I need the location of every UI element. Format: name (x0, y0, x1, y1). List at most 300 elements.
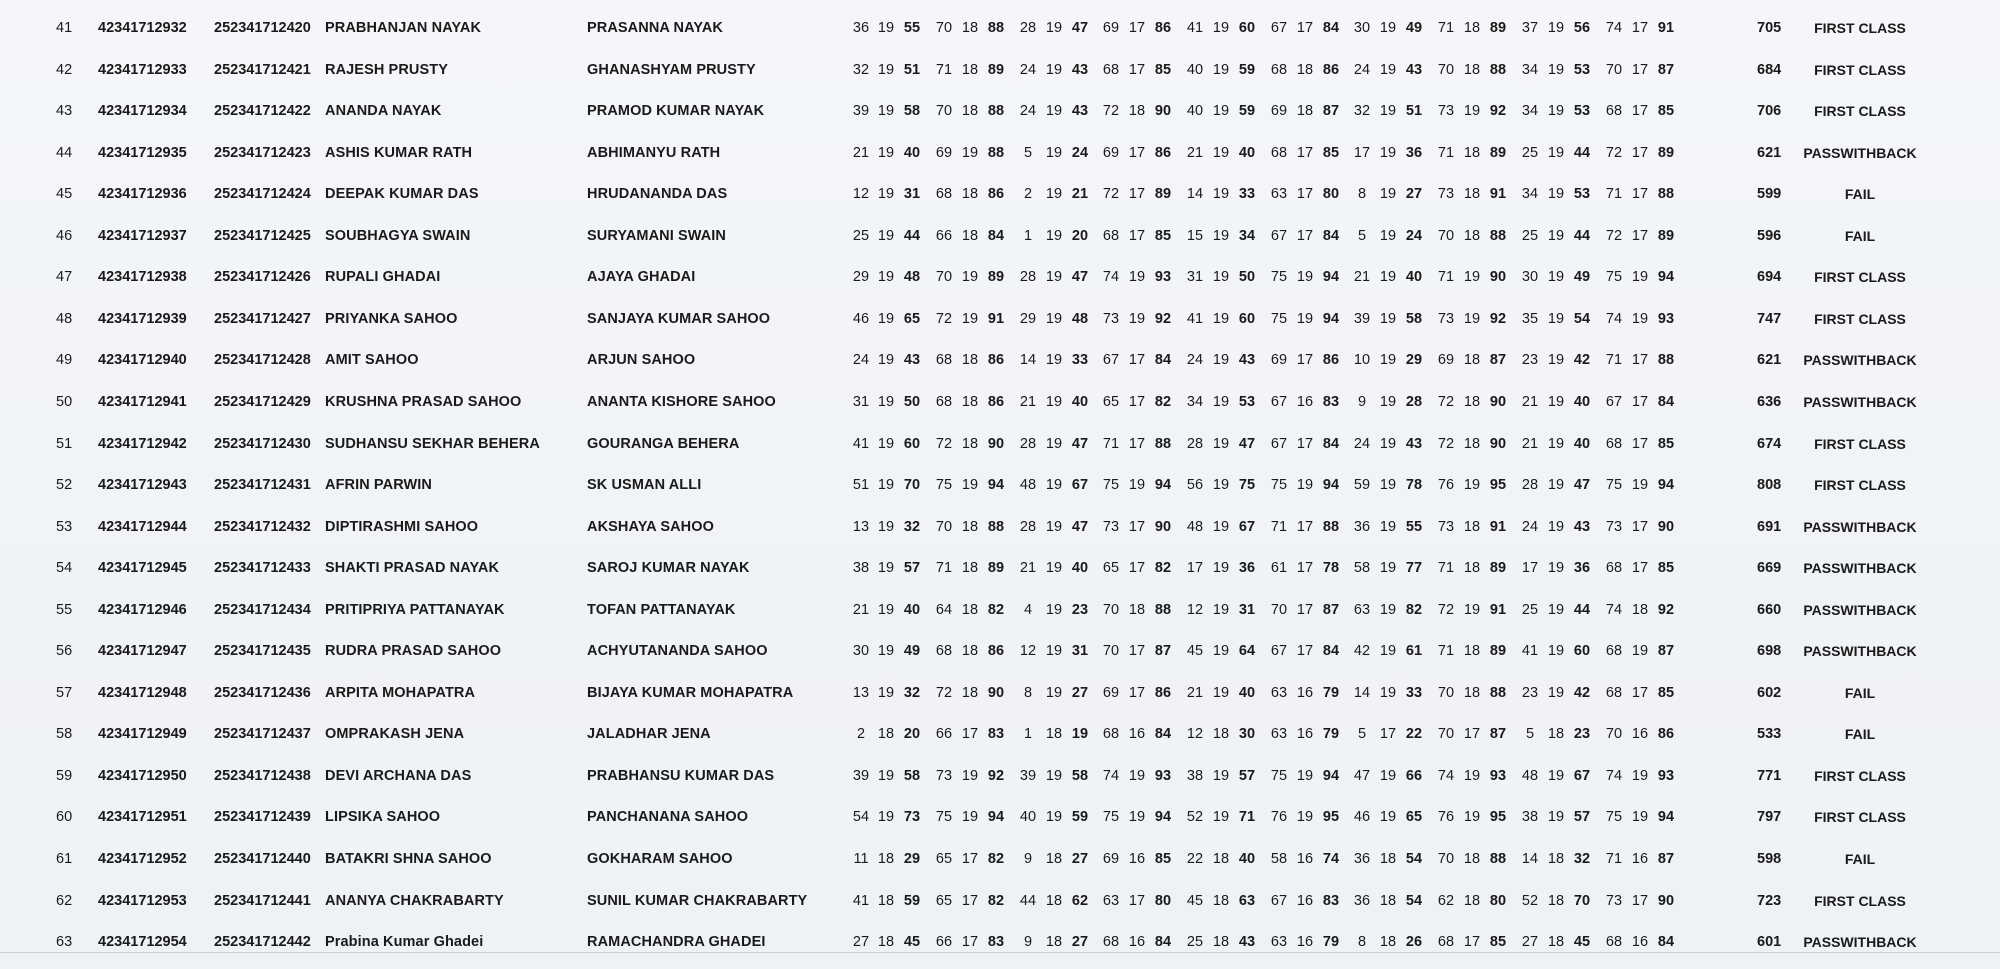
serial-no: 46 (56, 227, 73, 244)
result-status: FIRST CLASS (1814, 61, 1906, 78)
roll-no: 252341712436 (214, 684, 311, 701)
mark-cell: 85 (1657, 560, 1675, 577)
mark-cell: 19 (1379, 809, 1397, 826)
mark-cell: 24 (1186, 352, 1204, 369)
roll-no: 252341712426 (214, 269, 311, 286)
mark-cell: 40 (1573, 393, 1591, 410)
mark-cell: 70 (1605, 726, 1623, 743)
mark-cell: 18 (877, 934, 895, 951)
mark-cell: 89 (1489, 643, 1507, 660)
mark-cell: 18 (1128, 103, 1146, 120)
mark-cell: 71 (935, 560, 953, 577)
result-status: FIRST CLASS (1814, 269, 1906, 286)
mark-cell: 75 (1605, 477, 1623, 494)
registration-no: 42341712937 (98, 227, 187, 244)
mark-cell: 17 (1296, 435, 1314, 452)
mark-cell: 19 (1212, 103, 1230, 120)
mark-cell: 90 (1489, 393, 1507, 410)
mark-cell: 29 (1019, 310, 1037, 327)
mark-cell: 19 (1045, 435, 1063, 452)
serial-no: 56 (56, 643, 73, 660)
mark-cell: 71 (1238, 809, 1256, 826)
mark-cell: 43 (1071, 61, 1089, 78)
mark-cell: 8 (1357, 934, 1367, 951)
mark-cell: 4 (1023, 601, 1033, 618)
mark-cell: 54 (1573, 310, 1591, 327)
mark-cell: 18 (961, 601, 979, 618)
mark-cell: 19 (1045, 393, 1063, 410)
mark-cell: 52 (1186, 809, 1204, 826)
result-status: FIRST CLASS (1814, 477, 1906, 494)
mark-cell: 69 (1102, 851, 1120, 867)
mark-cell: 76 (1437, 477, 1455, 494)
mark-cell: 59 (1353, 477, 1371, 494)
mark-cell: 17 (1296, 227, 1314, 244)
mark-cell: 17 (1296, 20, 1314, 36)
mark-cell: 70 (1437, 227, 1455, 244)
mark-cell: 19 (1296, 269, 1314, 286)
mark-cell: 18 (961, 352, 979, 369)
mark-cell: 75 (1102, 477, 1120, 494)
mark-cell: 36 (1573, 560, 1591, 577)
mark-cell: 87 (1657, 643, 1675, 660)
mark-cell: 47 (1071, 518, 1089, 535)
mark-cell: 57 (1573, 809, 1591, 826)
mark-cell: 24 (1405, 227, 1423, 244)
father-name: BIJAYA KUMAR MOHAPATRA (587, 684, 794, 701)
registration-no: 42341712950 (98, 767, 187, 784)
mark-cell: 19 (1379, 643, 1397, 660)
roll-no: 252341712430 (214, 435, 311, 452)
father-name: ACHYUTANANDA SAHOO (587, 643, 768, 660)
mark-cell: 19 (1379, 186, 1397, 203)
table-row (0, 262, 2000, 292)
mark-cell: 47 (1353, 767, 1371, 784)
mark-cell: 86 (1154, 144, 1172, 161)
mark-cell: 31 (852, 393, 870, 410)
mark-cell: 45 (903, 934, 921, 951)
mark-cell: 19 (1071, 726, 1089, 743)
mark-cell: 41 (852, 435, 870, 452)
table-row (0, 761, 2000, 791)
mark-cell: 19 (877, 767, 895, 784)
mark-cell: 72 (935, 435, 953, 452)
mark-cell: 27 (852, 934, 870, 951)
mark-cell: 48 (1019, 477, 1037, 494)
mark-cell: 40 (903, 601, 921, 618)
mark-cell: 71 (935, 61, 953, 78)
mark-cell: 32 (852, 61, 870, 78)
mark-cell: 49 (903, 643, 921, 660)
mark-cell: 19 (1379, 352, 1397, 369)
mark-cell: 58 (903, 767, 921, 784)
mark-cell: 72 (935, 310, 953, 327)
mark-cell: 16 (1296, 892, 1314, 909)
mark-cell: 14 (1186, 186, 1204, 203)
result-status: FIRST CLASS (1814, 767, 1906, 784)
serial-no: 57 (56, 684, 73, 701)
mark-cell: 82 (1154, 393, 1172, 410)
mark-cell: 31 (1238, 601, 1256, 618)
mark-cell: 37 (1521, 20, 1539, 36)
mark-cell: 19 (1212, 684, 1230, 701)
mark-cell: 18 (961, 186, 979, 203)
mark-cell: 19 (877, 352, 895, 369)
mark-cell: 83 (1322, 393, 1340, 410)
mark-cell: 41 (1186, 20, 1204, 36)
mark-cell: 25 (1521, 144, 1539, 161)
roll-no: 252341712431 (214, 477, 311, 494)
mark-cell: 18 (1463, 393, 1481, 410)
mark-cell: 19 (1547, 103, 1565, 120)
mark-cell: 75 (1270, 767, 1288, 784)
mark-cell: 60 (1238, 20, 1256, 36)
mark-cell: 18 (1045, 892, 1063, 909)
mark-cell: 59 (903, 892, 921, 909)
result-status: PASSWITHBACK (1803, 934, 1917, 951)
mark-cell: 89 (1657, 144, 1675, 161)
mark-cell: 21 (1071, 186, 1089, 203)
mark-cell: 91 (1657, 20, 1675, 36)
table-row (0, 844, 2000, 874)
mark-cell: 68 (1605, 435, 1623, 452)
mark-cell: 17 (1128, 435, 1146, 452)
mark-cell: 18 (1212, 892, 1230, 909)
mark-cell: 71 (1270, 518, 1288, 535)
mark-cell: 63 (1270, 684, 1288, 701)
mark-cell: 21 (1186, 684, 1204, 701)
mark-cell: 60 (1238, 310, 1256, 327)
mark-cell: 84 (1322, 227, 1340, 244)
mark-cell: 19 (1463, 269, 1481, 286)
student-name: Prabina Kumar Ghadei (325, 934, 484, 951)
mark-cell: 90 (1154, 518, 1172, 535)
mark-cell: 82 (987, 892, 1005, 909)
mark-cell: 12 (852, 186, 870, 203)
mark-cell: 19 (1631, 809, 1649, 826)
mark-cell: 19 (1212, 144, 1230, 161)
student-name: BATAKRI SHNA SAHOO (325, 851, 492, 867)
serial-no: 43 (56, 103, 73, 120)
mark-cell: 71 (1437, 643, 1455, 660)
mark-cell: 19 (1631, 767, 1649, 784)
grand-total: 723 (1757, 892, 1782, 909)
mark-cell: 17 (1631, 20, 1649, 36)
mark-cell: 54 (852, 809, 870, 826)
mark-cell: 57 (1238, 767, 1256, 784)
mark-cell: 17 (1631, 186, 1649, 203)
mark-cell: 12 (1186, 726, 1204, 743)
mark-cell: 94 (1322, 767, 1340, 784)
mark-cell: 19 (1547, 393, 1565, 410)
mark-cell: 31 (1071, 643, 1089, 660)
mark-cell: 79 (1322, 684, 1340, 701)
roll-no: 252341712437 (214, 726, 311, 743)
mark-cell: 86 (987, 393, 1005, 410)
mark-cell: 68 (935, 352, 953, 369)
registration-no: 42341712952 (98, 851, 187, 867)
mark-cell: 17 (1631, 352, 1649, 369)
mark-cell: 72 (1437, 601, 1455, 618)
mark-cell: 86 (1657, 726, 1675, 743)
mark-cell: 19 (877, 809, 895, 826)
mark-cell: 54 (1405, 892, 1423, 909)
mark-cell: 19 (1631, 269, 1649, 286)
mark-cell: 65 (1405, 809, 1423, 826)
mark-cell: 93 (1489, 767, 1507, 784)
mark-cell: 25 (852, 227, 870, 244)
mark-cell: 60 (903, 435, 921, 452)
grand-total: 599 (1757, 186, 1782, 203)
mark-cell: 71 (1437, 269, 1455, 286)
registration-no: 42341712938 (98, 269, 187, 286)
mark-cell: 14 (1353, 684, 1371, 701)
grand-total: 636 (1757, 393, 1782, 410)
mark-cell: 90 (987, 684, 1005, 701)
mark-cell: 40 (1238, 851, 1256, 867)
mark-cell: 94 (1154, 477, 1172, 494)
mark-cell: 49 (1405, 20, 1423, 36)
mark-cell: 85 (1489, 934, 1507, 951)
mark-cell: 19 (1379, 20, 1397, 36)
mark-cell: 82 (987, 851, 1005, 867)
grand-total: 694 (1757, 269, 1782, 286)
mark-cell: 42 (1573, 684, 1591, 701)
result-status: FIRST CLASS (1814, 20, 1906, 36)
mark-cell: 88 (1489, 61, 1507, 78)
mark-cell: 88 (1489, 851, 1507, 867)
mark-cell: 28 (1186, 435, 1204, 452)
mark-cell: 19 (1128, 809, 1146, 826)
mark-cell: 59 (1238, 61, 1256, 78)
mark-cell: 79 (1322, 934, 1340, 951)
mark-cell: 63 (1102, 892, 1120, 909)
mark-cell: 58 (1405, 310, 1423, 327)
mark-cell: 34 (1521, 61, 1539, 78)
mark-cell: 51 (1405, 103, 1423, 120)
mark-cell: 41 (852, 892, 870, 909)
mark-cell: 19 (1379, 560, 1397, 577)
student-name: ASHIS KUMAR RATH (325, 144, 473, 161)
mark-cell: 91 (1489, 518, 1507, 535)
mark-cell: 86 (1322, 61, 1340, 78)
result-status: PASSWITHBACK (1803, 352, 1917, 369)
table-row (0, 138, 2000, 168)
mark-cell: 68 (1270, 144, 1288, 161)
mark-cell: 39 (1019, 767, 1037, 784)
mark-cell: 74 (1102, 269, 1120, 286)
mark-cell: 70 (935, 103, 953, 120)
grand-total: 684 (1757, 61, 1782, 78)
mark-cell: 19 (1212, 477, 1230, 494)
mark-cell: 19 (1379, 310, 1397, 327)
mark-cell: 19 (1379, 269, 1397, 286)
mark-cell: 19 (1379, 767, 1397, 784)
mark-cell: 19 (1045, 103, 1063, 120)
mark-cell: 69 (1102, 20, 1120, 36)
result-status: PASSWITHBACK (1803, 643, 1917, 660)
mark-cell: 55 (903, 20, 921, 36)
result-status: FAIL (1844, 684, 1876, 701)
mark-cell: 86 (987, 186, 1005, 203)
mark-cell: 75 (935, 477, 953, 494)
mark-cell: 25 (1521, 227, 1539, 244)
mark-cell: 94 (1657, 477, 1675, 494)
mark-cell: 43 (1071, 103, 1089, 120)
mark-cell: 17 (1631, 435, 1649, 452)
mark-cell: 72 (1605, 144, 1623, 161)
mark-cell: 46 (852, 310, 870, 327)
mark-cell: 73 (1102, 310, 1120, 327)
roll-no: 252341712429 (214, 393, 311, 410)
mark-cell: 22 (1405, 726, 1423, 743)
mark-cell: 67 (1270, 892, 1288, 909)
mark-cell: 16 (1631, 726, 1649, 743)
mark-cell: 57 (903, 560, 921, 577)
mark-cell: 71 (1605, 186, 1623, 203)
mark-cell: 38 (1186, 767, 1204, 784)
mark-cell: 68 (1102, 61, 1120, 78)
result-status: FAIL (1844, 227, 1876, 244)
mark-cell: 89 (1657, 227, 1675, 244)
mark-cell: 19 (1547, 269, 1565, 286)
serial-no: 52 (56, 477, 73, 494)
table-row (0, 470, 2000, 500)
mark-cell: 32 (1353, 103, 1371, 120)
mark-cell: 19 (1547, 227, 1565, 244)
mark-cell: 94 (1154, 809, 1172, 826)
mark-cell: 94 (1322, 269, 1340, 286)
mark-cell: 82 (1405, 601, 1423, 618)
mark-cell: 19 (1296, 310, 1314, 327)
mark-cell: 19 (1045, 227, 1063, 244)
table-row (0, 387, 2000, 417)
mark-cell: 84 (1322, 20, 1340, 36)
mark-cell: 84 (1657, 393, 1675, 410)
grand-total: 669 (1757, 560, 1782, 577)
mark-cell: 21 (1019, 560, 1037, 577)
mark-cell: 93 (1657, 767, 1675, 784)
serial-no: 50 (56, 393, 73, 410)
mark-cell: 95 (1489, 477, 1507, 494)
mark-cell: 52 (1521, 892, 1539, 909)
mark-cell: 17 (1296, 352, 1314, 369)
student-name: DEVI ARCHANA DAS (325, 767, 472, 784)
serial-no: 62 (56, 892, 73, 909)
student-name: OMPRAKASH JENA (325, 726, 465, 743)
grand-total: 674 (1757, 435, 1782, 452)
mark-cell: 74 (1437, 767, 1455, 784)
mark-cell: 18 (961, 103, 979, 120)
mark-cell: 90 (1657, 518, 1675, 535)
mark-cell: 9 (1023, 934, 1033, 951)
mark-cell: 27 (1071, 934, 1089, 951)
mark-cell: 18 (961, 560, 979, 577)
mark-cell: 17 (961, 851, 979, 867)
mark-cell: 19 (1379, 103, 1397, 120)
table-row (0, 512, 2000, 542)
mark-cell: 82 (1154, 560, 1172, 577)
mark-cell: 17 (1296, 144, 1314, 161)
mark-cell: 68 (1102, 726, 1120, 743)
mark-cell: 19 (877, 186, 895, 203)
serial-no: 54 (56, 560, 73, 577)
mark-cell: 44 (903, 227, 921, 244)
mark-cell: 17 (1521, 560, 1539, 577)
mark-cell: 69 (1270, 352, 1288, 369)
mark-cell: 95 (1489, 809, 1507, 826)
result-status: PASSWITHBACK (1803, 393, 1917, 410)
mark-cell: 68 (1605, 103, 1623, 120)
mark-cell: 50 (903, 393, 921, 410)
mark-cell: 27 (1071, 851, 1089, 867)
mark-cell: 21 (1019, 393, 1037, 410)
mark-cell: 92 (1154, 310, 1172, 327)
mark-cell: 18 (1547, 726, 1565, 743)
mark-cell: 17 (1296, 643, 1314, 660)
mark-cell: 44 (1573, 144, 1591, 161)
mark-cell: 70 (1437, 851, 1455, 867)
mark-cell: 49 (1573, 269, 1591, 286)
roll-no: 252341712441 (214, 892, 311, 909)
result-status: FIRST CLASS (1814, 435, 1906, 452)
grand-total: 598 (1757, 851, 1782, 867)
mark-cell: 47 (1573, 477, 1591, 494)
mark-cell: 34 (1521, 186, 1539, 203)
mark-cell: 48 (1186, 518, 1204, 535)
mark-cell: 87 (1657, 851, 1675, 867)
grand-total: 601 (1757, 934, 1782, 951)
mark-cell: 78 (1322, 560, 1340, 577)
mark-cell: 45 (1186, 643, 1204, 660)
mark-cell: 93 (1657, 310, 1675, 327)
result-status: FAIL (1844, 726, 1876, 743)
mark-cell: 1 (1023, 726, 1033, 743)
table-row (0, 553, 2000, 583)
mark-cell: 39 (852, 767, 870, 784)
mark-cell: 19 (1045, 601, 1063, 618)
mark-cell: 19 (1379, 227, 1397, 244)
mark-cell: 19 (1212, 352, 1230, 369)
result-status: FIRST CLASS (1814, 892, 1906, 909)
mark-cell: 18 (1547, 892, 1565, 909)
serial-no: 55 (56, 601, 73, 618)
mark-cell: 58 (1071, 767, 1089, 784)
mark-cell: 84 (1322, 435, 1340, 452)
roll-no: 252341712423 (214, 144, 311, 161)
mark-cell: 50 (1238, 269, 1256, 286)
table-row (0, 886, 2000, 916)
mark-cell: 43 (1405, 435, 1423, 452)
mark-cell: 19 (877, 61, 895, 78)
mark-cell: 19 (1045, 61, 1063, 78)
mark-cell: 85 (1154, 851, 1172, 867)
mark-cell: 19 (1547, 186, 1565, 203)
mark-cell: 40 (1573, 435, 1591, 452)
mark-cell: 21 (1353, 269, 1371, 286)
mark-cell: 18 (1463, 144, 1481, 161)
mark-cell: 30 (1353, 20, 1371, 36)
registration-no: 42341712932 (98, 20, 187, 36)
grand-total: 698 (1757, 643, 1782, 660)
mark-cell: 19 (1547, 435, 1565, 452)
mark-cell: 33 (1405, 684, 1423, 701)
father-name: PANCHANANA SAHOO (587, 809, 749, 826)
mark-cell: 19 (1379, 144, 1397, 161)
mark-cell: 21 (852, 144, 870, 161)
mark-cell: 28 (1405, 393, 1423, 410)
mark-cell: 75 (1270, 310, 1288, 327)
